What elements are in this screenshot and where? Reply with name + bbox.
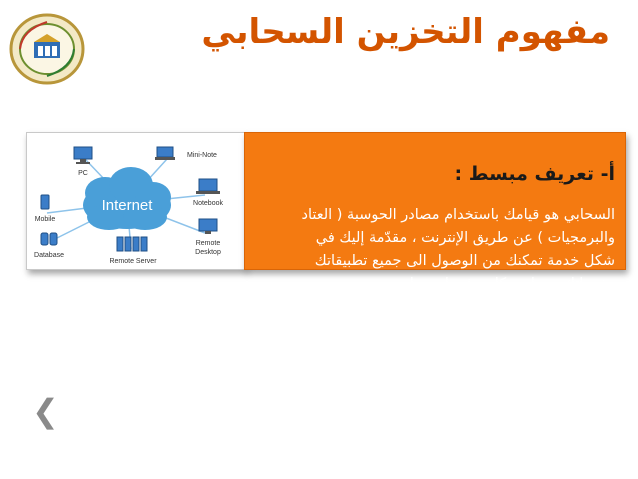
diagram-center-label: Internet [101,197,153,214]
definition-line: السحابي هو قيامك باستخدام مصادر الحوسبة ( العتاد [301,207,615,223]
diagram-node-label: Remote [195,240,221,247]
notebook-icon [196,179,220,194]
definition-heading: أ- تعريف مبسط : [454,163,615,185]
definition-line: شكل خدمة تمكنك من الوصول الى جميع تطبيقاتك [314,253,615,269]
remote-server-icon [117,237,147,251]
mobile-icon [41,195,49,209]
definition-line: وخدماتك من اي مكان وفي اي زمان . [389,276,615,292]
diagram-node-label: PC [78,170,88,177]
definition-box [244,132,626,292]
previous-slide-button[interactable]: ❮ [32,392,59,430]
page-title: مفهوم التخزين السحابي [201,12,610,52]
school-logo [8,12,86,86]
mini-note-icon [155,147,175,160]
definition-line: والبرمجيات ) عن طريق الإنترنت ، مقدّمة إليك في [315,230,615,246]
pc-icon [74,147,92,164]
diagram-node-label: Remote Server [109,258,157,265]
database-icon [41,233,57,245]
diagram-node-label: Mini-Note [187,152,217,159]
diagram-node-label: Mobile [34,216,56,223]
diagram-node-label: Database [34,252,64,259]
cloud-diagram-image [26,132,246,270]
diagram-node-label: Desktop [195,249,221,256]
diagram-node-label: Notebook [193,200,223,207]
